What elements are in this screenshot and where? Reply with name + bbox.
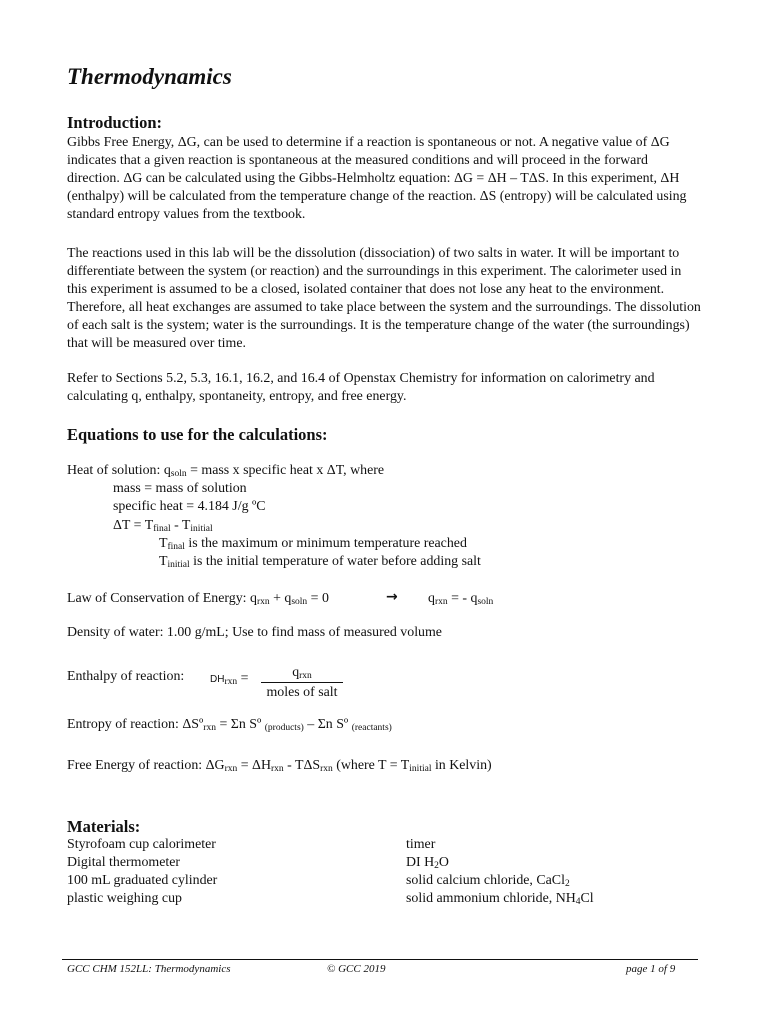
law-result: $q_{rxn}$ = - $q_{soln}$ [428,591,494,607]
list-item: solid calcium chloride, CaCl$_2$ [406,873,570,889]
list-item: DI $H_2O$ [406,855,449,871]
intro-paragraph-2: The reactions used in this lab will be the dissolution (dissociation) of two salts in water. It will be important to differentiate between the system (or reaction) and the surroundings in this experiment. The calorimeter used in this experiment is assumed to be a closed, isolated container that does not lose any heat to the environment. Therefore, all heat exchanges are assumed to take place between the system and the surroundings. The dissolution of each salt is the system; water is the surroundings. It is the temperature change of the water (the surroundings) that will be measured over time. [67,246,701,351]
law-conservation-energy: Law of Conservation of Energy: $q_{rxn} + q_{soln} = 0$ [67,591,329,607]
footer-divider [62,959,698,960]
delta-t-definition: $\Delta T = T_{final} - T_{initial}$ [113,518,213,534]
t-final-definition: $T_{final}$ is the maximum or minimum temperature reached [159,536,467,552]
entropy-of-reaction: Entropy of reaction: ΔSº$_{rxn}$ = Σn Sº $_{(products)}$ – Σn Sº $_{(reactants)}$ [67,717,392,733]
footer-course: GCC CHM 152LL: Thermodynamics [67,963,231,975]
right-arrow-icon: → [386,589,398,605]
specific-heat-definition: specific heat = 4.184 J/g ºC [113,499,266,514]
enthalpy-label: Enthalpy of reaction: [67,669,185,684]
list-item: solid ammonium chloride, $NH_4Cl$ [406,891,594,907]
heat-of-solution-line: Heat of solution: $q_{soln}$ = mass x specific heat x ΔT, where [67,463,385,479]
fraction-numerator: $q_{rxn}$ [292,665,312,681]
free-energy-of-reaction: Free Energy of reaction: $\Delta G_{rxn} = \Delta H_{rxn} - T\Delta S_{rxn}$ (where $T = T_{initial}$ in Kelvin) [67,758,492,774]
enthalpy-fraction [261,665,343,701]
list-item: timer [406,837,436,852]
intro-paragraph-1: Gibbs Free Energy, ΔG, can be used to determine if a reaction is spontaneous or not. A negative value of ΔG indicates that a given reaction is spontaneous at the measured conditions and will proceed in the forward direction. ΔG can be calculated using the Gibbs-Helmholtz equation: ΔG = ΔH – TΔS. In this experiment, ΔH (enthalpy) will be calculated from the temperature change of the reaction. ΔS (entropy) will be calculated using standard entropy values from the textbook. [67,135,687,222]
list-item: Digital thermometer [67,855,181,870]
list-item: plastic weighing cup [67,891,182,906]
fraction-denominator: moles of salt [266,685,338,700]
fraction-bar [261,682,343,683]
materials-right-list [406,836,594,908]
page-title: Thermodynamics [67,64,232,89]
materials-heading: Materials: [67,817,141,836]
introduction-heading: Introduction: [67,113,163,132]
density-of-water: Density of water: 1.00 g/mL; Use to find mass of measured volume [67,625,442,640]
equations-heading: Equations to use for the calculations: [67,425,328,444]
footer-page-number: page 1 of 9 [626,963,676,975]
enthalpy-lhs: $DH_{rxn}$ = [210,671,249,687]
list-item: 100 mL graduated cylinder [67,873,218,888]
list-item: Styrofoam cup calorimeter [67,837,216,852]
mass-definition: mass = mass of solution [113,481,247,496]
intro-paragraph-3: Refer to Sections 5.2, 5.3, 16.1, 16.2, and 16.4 of Openstax Chemistry for information on calorimetry and calculating q, enthalpy, spontaneity, entropy, and free energy. [67,371,655,404]
t-initial-definition: $T_{initial}$ is the initial temperature of water before adding salt [159,554,481,570]
footer-copyright: © GCC 2019 [327,963,386,975]
materials-left-list [67,836,217,908]
